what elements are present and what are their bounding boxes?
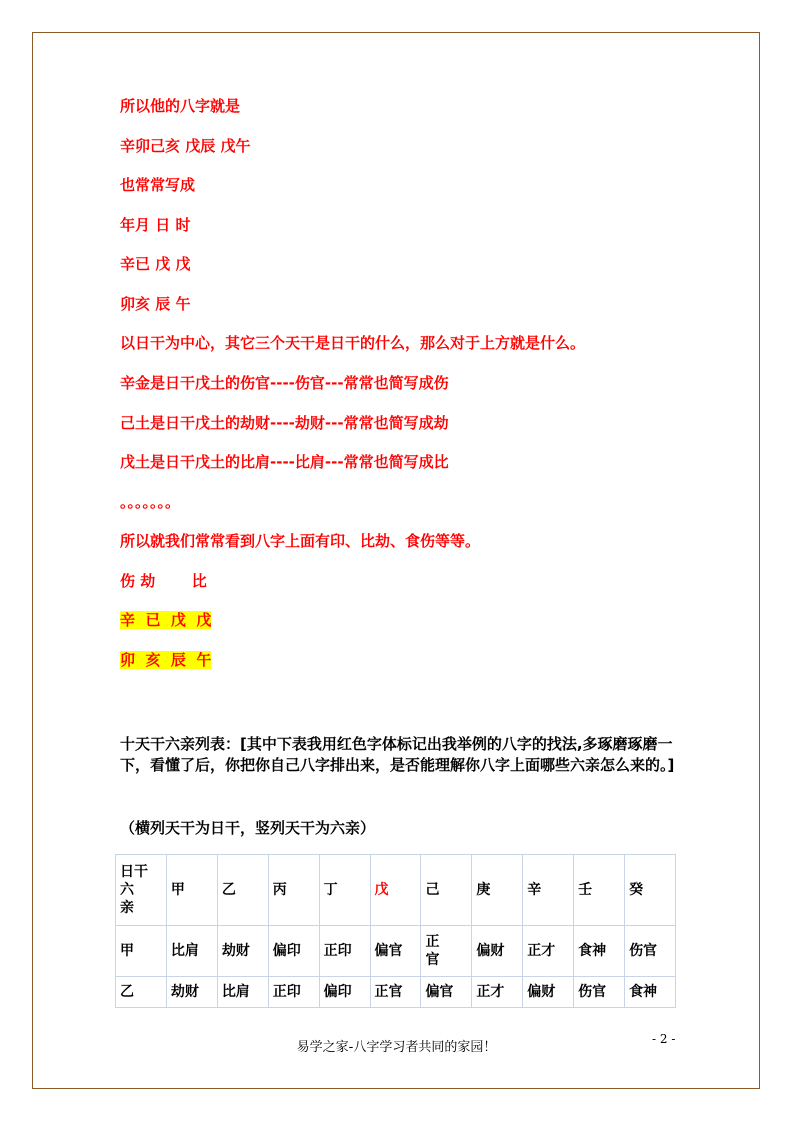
table-cell: 正官 [370,977,421,1008]
text-line-10: 戊土是日干戊土的比肩----比肩---常常也简写成比 [120,453,449,471]
text-line-2: 辛卯己亥 戊辰 戊午 [120,137,251,155]
text-line-4: 年月 日 时 [120,216,191,234]
table-cell: 偏财 [523,977,574,1008]
table-row [116,926,676,977]
table-cell: 正印 [319,926,370,977]
highlighted-stems: 辛 已 戊 戊 [120,611,212,629]
intro-paragraph: 十天干六亲列表：[其中下表我用红色字体标记出我举例的八字的找法,多琢磨琢磨一下，看懂了后，你把你自己八字排出来，是否能理解你八字上面哪些六亲怎么来的。] [120,735,675,774]
table-cell: 伤官 [574,977,625,1008]
table-cell: 偏印 [319,977,370,1008]
text-line-13: 伤 劫 比 [120,572,207,590]
header-cell: 庚 [472,855,523,926]
header-cell: 癸 [625,855,676,926]
table-cell: 偏官 [370,926,421,977]
header-cell: 辛 [523,855,574,926]
text-line-6: 卯亥 辰 午 [120,295,191,313]
corner-cell: 日干 六 亲 [116,855,167,926]
table-cell: 伤官 [625,926,676,977]
table-cell: 正才 [523,926,574,977]
table-cell: 食神 [574,926,625,977]
table-subtitle: （横列天干为日干，竖列天干为六亲） [120,819,376,837]
text-line-3: 也常常写成 [120,176,196,194]
header-cell: 壬 [574,855,625,926]
header-cell: 己 [421,855,472,926]
table-header-row [116,855,676,926]
table-cell: 劫财 [166,977,217,1008]
header-cell: 甲 [166,855,217,926]
table-cell: 正印 [268,977,319,1008]
highlighted-branches: 卯 亥 辰 午 [120,651,212,669]
page-number: - 2 - [652,1032,676,1046]
table-cell: 比肩 [166,926,217,977]
ellipsis-line: 。。。。。。。 [120,493,181,511]
header-cell: 丙 [268,855,319,926]
table-cell: 食神 [625,977,676,1008]
table-cell: 偏财 [472,926,523,977]
table-row [116,977,676,1008]
header-cell: 丁 [319,855,370,926]
text-line-12: 所以就我们常常看到八字上面有印、比劫、食伤等等。 [120,532,481,550]
text-line-8: 辛金是日干戊土的伤官----伤官---常常也简写成伤 [120,374,449,392]
row-header-cell: 乙 [116,977,167,1008]
page-footer: 易学之家-八字学习者共同的家园！ [296,1040,497,1055]
table-cell: 偏印 [268,926,319,977]
table-cell: 劫财 [217,926,268,977]
header-cell: 戊 [370,855,421,926]
table-cell: 偏官 [421,977,472,1008]
six-relatives-table [115,854,676,1008]
row-header-cell: 甲 [116,926,167,977]
text-line-1: 所以他的八字就是 [120,97,241,115]
text-line-5: 辛已 戊 戊 [120,255,191,273]
table-cell: 比肩 [217,977,268,1008]
table-cell: 正才 [472,977,523,1008]
text-line-7: 以日干为中心，其它三个天干是日干的什么，那么对于上方就是什么。 [120,334,586,352]
text-line-9: 己土是日干戊土的劫财----劫财---常常也简写成劫 [120,414,449,432]
table-cell: 正 官 [421,926,472,977]
header-cell: 乙 [217,855,268,926]
